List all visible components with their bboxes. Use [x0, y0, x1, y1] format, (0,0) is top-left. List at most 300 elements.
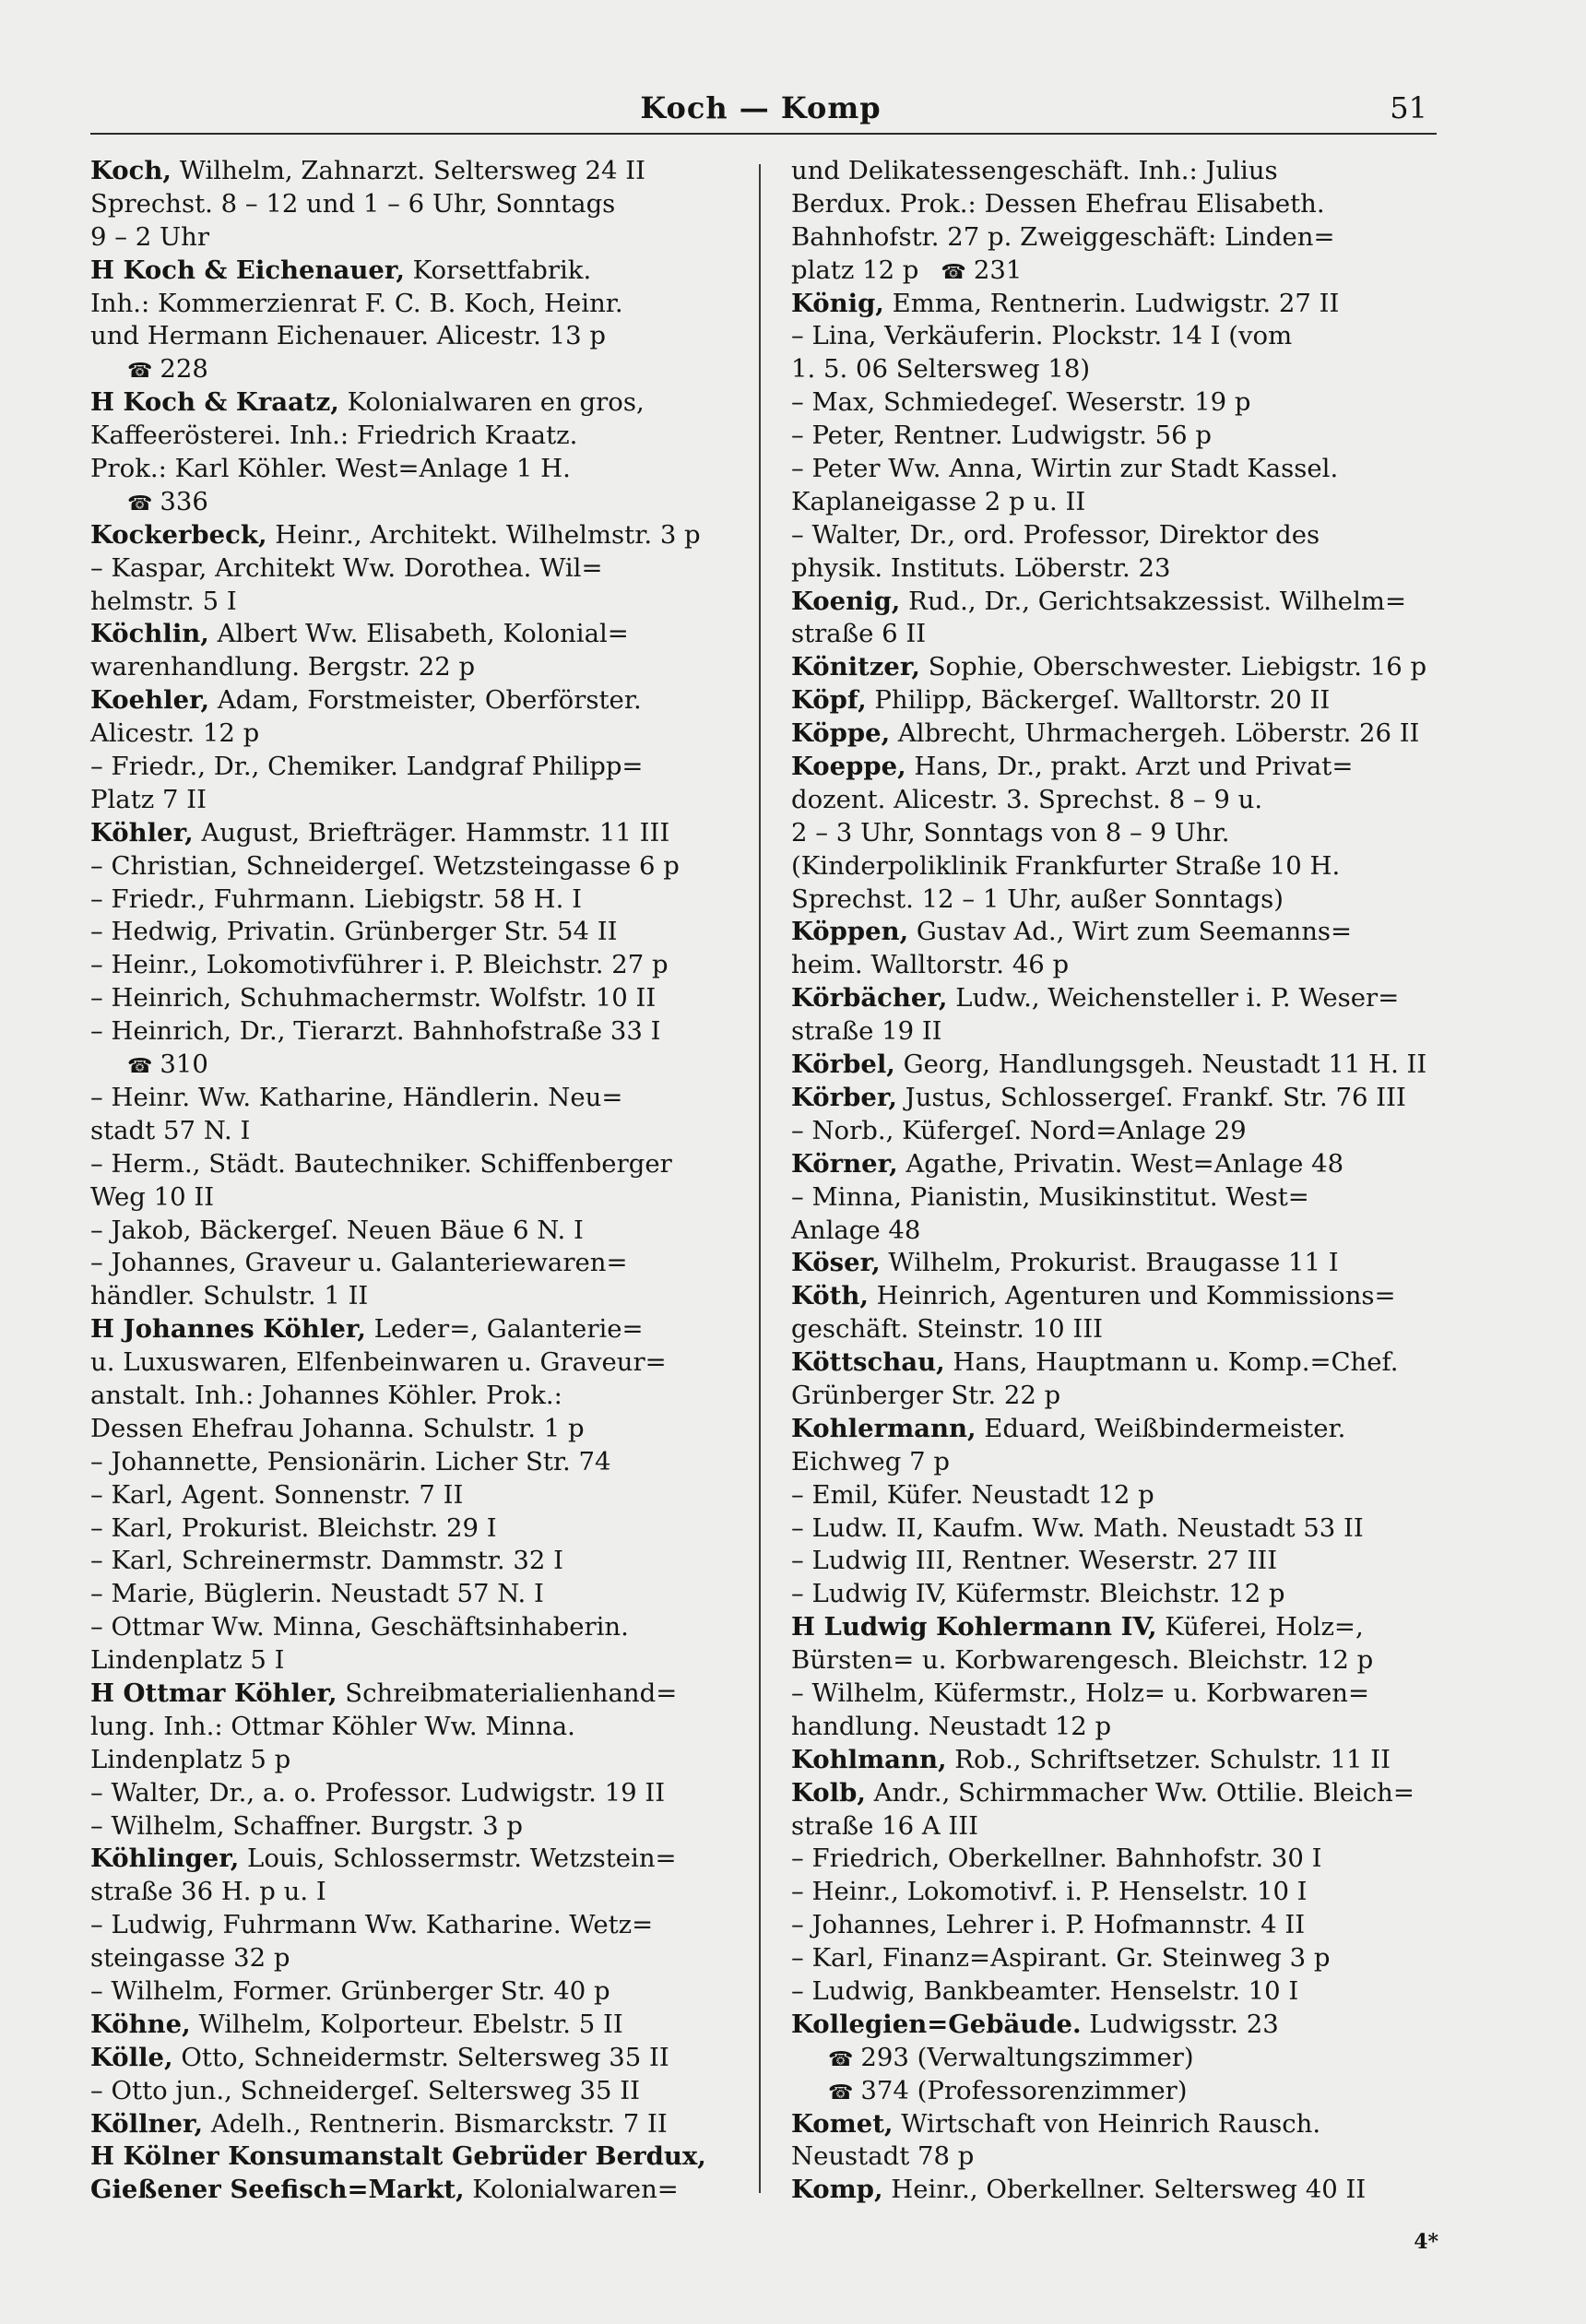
entry-text: und Delikatessengeschäft. Inh.: Julius: [791, 156, 1278, 185]
signature-mark: 4*: [1414, 2230, 1438, 2254]
entry-name: Körbächer,: [791, 983, 948, 1014]
directory-line: [791, 1215, 1437, 1248]
entry-text: Heinr., Architekt. Wilhelmstr. 3 p: [266, 519, 701, 550]
entry-text: – Friedrich, Oberkellner. Bahnhofstr. 30 I: [791, 1844, 1322, 1874]
directory-line: [791, 288, 1437, 321]
directory-line: [90, 817, 736, 850]
entry-name: Koeppe,: [791, 752, 906, 782]
entry-text: Albert Ww. Elisabeth, Kolonial=: [208, 619, 629, 649]
entry-text: Wilhelm, Prokurist. Braugasse 11 I: [880, 1248, 1339, 1278]
directory-line: [791, 353, 1437, 386]
directory-line: [791, 1181, 1437, 1215]
entry-name: Körner,: [791, 1148, 898, 1179]
directory-line: [90, 1744, 736, 1777]
entry-text: Agathe, Privatin. West=Anlage 48: [897, 1148, 1344, 1179]
entry-text: Lindenplatz 5 I: [90, 1645, 285, 1676]
directory-line: [791, 221, 1437, 255]
directory-line: [90, 552, 736, 586]
entry-name: Köppe,: [791, 718, 891, 749]
entry-text: Schreibmaterialienhand=: [337, 1678, 678, 1708]
directory-line: [90, 2009, 736, 2042]
entry-text: – Heinr. Ww. Katharine, Händlerin. Neu=: [90, 1082, 623, 1112]
directory-line: [791, 2075, 1437, 2108]
entry-name: Köttschau,: [791, 1347, 945, 1378]
entry-text: – Heinr., Lokomotivführer i. P. Bleichstr. 27 p: [90, 950, 669, 980]
entry-text: platz 12 p: [791, 255, 919, 285]
directory-line: [791, 188, 1437, 221]
entry-name: Koch,: [90, 156, 172, 185]
entry-text: Hans, Dr., prakt. Arzt und Privat=: [905, 752, 1354, 782]
directory-line: [90, 1644, 736, 1678]
entry-text: Adelh., Rentnerin. Bismarckstr. 7 II: [203, 2108, 668, 2139]
entry-name: H Kölner Konsumanstalt Gebrüder Berdux,: [90, 2141, 706, 2172]
directory-line: [90, 353, 736, 386]
directory-line: [791, 586, 1437, 619]
entry-text: (Verwaltungszimmer): [908, 2042, 1194, 2072]
entry-name: H Koch & Eichenauer,: [90, 255, 405, 285]
entry-name: Körber,: [791, 1082, 897, 1112]
entry-text: u. Luxuswaren, Elfenbeinwaren u. Graveur=: [90, 1347, 667, 1378]
directory-line: [791, 1611, 1437, 1644]
entry-text: Andr., Schirmmacher Ww. Ottilie. Bleich=: [865, 1777, 1414, 1808]
entry-text: Louis, Schlossermstr. Wetzstein=: [239, 1844, 677, 1874]
directory-line: [90, 1015, 736, 1049]
directory-line: [791, 883, 1437, 917]
entry-text: handlung. Neustadt 12 p: [791, 1711, 1112, 1741]
directory-line: [791, 486, 1437, 519]
directory-line: [90, 1512, 736, 1546]
directory-line: [791, 1115, 1437, 1148]
entry-text: Gustav Ad., Wirt zum Seemanns=: [908, 917, 1353, 947]
directory-line: [90, 2174, 736, 2207]
entry-text: – Ludw. II, Kaufm. Ww. Math. Neustadt 53 II: [791, 1512, 1364, 1543]
entry-name: Köllner,: [90, 2108, 204, 2139]
entry-name: H Ludwig Kohlermann IV,: [791, 1612, 1157, 1642]
entry-text: – Johannes, Lehrer i. P. Hofmannstr. 4 II: [791, 1910, 1306, 1940]
entry-text: – Kaspar, Architekt Ww. Dorothea. Wil=: [90, 552, 603, 583]
directory-line: [791, 320, 1437, 353]
directory-line: [791, 1346, 1437, 1380]
directory-line: [90, 1313, 736, 1346]
directory-line: [90, 2108, 736, 2141]
entry-text: 2 – 3 Uhr, Sonntags von 8 – 9 Uhr.: [791, 817, 1230, 848]
directory-line: [90, 916, 736, 949]
directory-line: [90, 684, 736, 717]
entry-text: Emma, Rentnerin. Ludwigstr. 27 II: [883, 288, 1340, 318]
entry-text: – Norb., Küfergeſ. Nord=Anlage 29: [791, 1115, 1247, 1145]
directory-line: [791, 2140, 1437, 2174]
directory-line: [90, 1942, 736, 1975]
entry-name: Kolb,: [791, 1777, 866, 1808]
directory-line: [90, 1346, 736, 1380]
telephone-number: 310: [160, 1049, 208, 1080]
entry-text: und Hermann Eichenauer. Alicestr. 13 p: [90, 321, 606, 351]
directory-line: [791, 1082, 1437, 1115]
entry-text: – Herm., Städt. Bautechniker. Schiffenberger: [90, 1148, 672, 1179]
directory-line: [791, 1644, 1437, 1678]
entry-name: Gießener Seefisch=Markt,: [90, 2175, 465, 2205]
entry-text: – Jakob, Bäckergeſ. Neuen Bäue 6 N. I: [90, 1215, 584, 1245]
directory-line: [90, 255, 736, 288]
entry-text: steingasse 32 p: [90, 1943, 290, 1974]
directory-line: [791, 1049, 1437, 1082]
directory-line: [791, 1413, 1437, 1446]
entry-name: Kohlmann,: [791, 1744, 947, 1774]
directory-line: [791, 1777, 1437, 1810]
entry-name: Köppen,: [791, 917, 909, 947]
entry-text: – Walter, Dr., ord. Professor, Direktor des: [791, 519, 1320, 550]
entry-text: – Karl, Agent. Sonnenstr. 7 II: [90, 1479, 464, 1510]
entry-text: Neustadt 78 p: [791, 2141, 975, 2172]
directory-line: [90, 1413, 736, 1446]
directory-line: [90, 1611, 736, 1644]
directory-line: [791, 982, 1437, 1015]
entry-text: Sprechst. 8 – 12 und 1 – 6 Uhr, Sonntags: [90, 188, 616, 219]
directory-line: [90, 386, 736, 420]
entry-text: Leder=, Galanterie=: [365, 1314, 644, 1345]
directory-line: [90, 155, 736, 188]
directory-line: [791, 519, 1437, 552]
directory-line: [90, 1247, 736, 1280]
entry-name: Komp,: [791, 2175, 883, 2205]
directory-line: [791, 717, 1437, 751]
directory-line: [90, 586, 736, 619]
entry-text: Grünberger Str. 22 p: [791, 1380, 1061, 1410]
entry-text: – Friedr., Fuhrmann. Liebigstr. 58 H. I: [90, 883, 582, 914]
entry-text: – Heinrich, Dr., Tierarzt. Bahnhofstraße 33 I: [90, 1016, 661, 1047]
telephone-icon: ☎: [941, 260, 966, 284]
entry-text: Georg, Handlungsgeh. Neustadt 11 H. II: [894, 1049, 1427, 1080]
entry-text: – Heinr., Lokomotivf. i. P. Henselstr. 10 I: [791, 1877, 1308, 1907]
directory-line: [90, 1082, 736, 1115]
directory-line: [90, 2075, 736, 2108]
directory-line: [791, 255, 1437, 288]
entry-name: Koenig,: [791, 586, 901, 616]
entry-name: Köhlinger,: [90, 1844, 240, 1874]
entry-text: – Christian, Schneidergeſ. Wetzsteingasse 6 p: [90, 850, 680, 881]
entry-text: – Wilhelm, Former. Grünberger Str. 40 p: [90, 1975, 610, 2006]
directory-line: [791, 1942, 1437, 1975]
entry-text: – Wilhelm, Küfermstr., Holz= u. Korbwaren=: [791, 1678, 1370, 1708]
directory-line: [791, 1313, 1437, 1346]
entry-text: straße 6 II: [791, 619, 927, 649]
entry-name: H Ottmar Köhler,: [90, 1678, 337, 1708]
directory-line: [90, 420, 736, 453]
entry-text: Philipp, Bäckergeſ. Walltorstr. 20 II: [866, 685, 1331, 716]
directory-line: [791, 850, 1437, 883]
directory-line: [791, 1247, 1437, 1280]
directory-line: [90, 1049, 736, 1082]
directory-line: [90, 1380, 736, 1413]
directory-line: [90, 982, 736, 1015]
entry-text: – Ottmar Ww. Minna, Geschäftsinhaberin.: [90, 1612, 629, 1642]
directory-line: [791, 916, 1437, 949]
entry-text: Prok.: Karl Köhler. West=Anlage 1 H.: [90, 454, 571, 484]
entry-text: Dessen Ehefrau Johanna. Schulstr. 1 p: [90, 1413, 585, 1443]
entry-name: Körbel,: [791, 1049, 895, 1080]
entry-text: August, Briefträger. Hammstr. 11 III: [193, 817, 670, 848]
directory-line: [90, 1578, 736, 1611]
entry-text: Wirtschaft von Heinrich Rausch.: [893, 2108, 1321, 2139]
entry-text: Heinr., Oberkellner. Seltersweg 40 II: [882, 2175, 1367, 2205]
directory-line: [90, 453, 736, 486]
entry-text: – Minna, Pianistin, Musikinstitut. West=: [791, 1181, 1309, 1212]
entry-text: Sprechst. 12 – 1 Uhr, außer Sonntags): [791, 883, 1284, 914]
entry-text: Wilhelm, Kolporteur. Ebelstr. 5 II: [190, 2009, 623, 2039]
entry-text: – Ludwig III, Rentner. Weserstr. 27 III: [791, 1546, 1278, 1576]
directory-line: [791, 1380, 1437, 1413]
entry-text: – Karl, Prokurist. Bleichstr. 29 I: [90, 1512, 497, 1543]
entry-text: Lindenplatz 5 p: [90, 1744, 291, 1774]
directory-line: [791, 1545, 1437, 1578]
entry-name: Kollegien=Gebäude.: [791, 2009, 1082, 2039]
directory-line: [90, 949, 736, 982]
directory-line: [90, 486, 736, 519]
directory-line: [90, 1678, 736, 1711]
entry-text: Rud., Dr., Gerichtsakzessist. Wilhelm=: [900, 586, 1406, 616]
entry-text: Ludw., Weichensteller i. P. Weser=: [947, 983, 1400, 1014]
directory-line: [791, 751, 1437, 784]
directory-line: [90, 519, 736, 552]
entry-text: händler. Schulstr. 1 II: [90, 1281, 369, 1311]
directory-line: [791, 817, 1437, 850]
directory-line: [791, 1148, 1437, 1181]
directory-line: [90, 618, 736, 651]
entry-text: Bürsten= u. Korbwarengesch. Bleichstr. 12 p: [791, 1645, 1374, 1676]
telephone-icon: ☎: [127, 1055, 153, 1079]
directory-line: [791, 1678, 1437, 1711]
telephone-number: 336: [160, 486, 208, 516]
directory-line: [791, 651, 1437, 684]
entry-name: Könitzer,: [791, 652, 920, 682]
entry-text: – Otto jun., Schneidergeſ. Seltersweg 35 II: [90, 2075, 641, 2105]
entry-text: – Ludwig, Bankbeamter. Henselstr. 10 I: [791, 1975, 1299, 2006]
entry-text: Rob., Schriftsetzer. Schulstr. 11 II: [946, 1744, 1391, 1774]
entry-name: H Johannes Köhler,: [90, 1314, 366, 1345]
entry-text: straße 16 A III: [791, 1810, 979, 1841]
running-head: Koch — Komp: [640, 90, 882, 125]
entry-text: Platz 7 II: [90, 784, 207, 814]
telephone-icon: ☎: [828, 2081, 854, 2105]
directory-line: [791, 2009, 1437, 2042]
telephone-number: 231: [973, 255, 1023, 285]
telephone-icon: ☎: [127, 360, 153, 384]
entry-text: Kaffeerösterei. Inh.: Friedrich Kraatz.: [90, 421, 578, 451]
entry-text: Berdux. Prok.: Dessen Ehefrau Elisabeth.: [791, 188, 1325, 219]
entry-text: Wilhelm, Zahnarzt. Seltersweg 24 II: [171, 156, 646, 185]
directory-line: [90, 1810, 736, 1844]
entry-text: Ludwigsstr. 23: [1081, 2009, 1279, 2039]
entry-text: Kolonialwaren en gros,: [338, 387, 645, 418]
entry-text: physik. Instituts. Löberstr. 23: [791, 552, 1171, 583]
directory-line: [90, 784, 736, 817]
directory-line: [90, 1876, 736, 1909]
directory-line: [90, 850, 736, 883]
directory-line: [90, 221, 736, 255]
entry-text: Bahnhofstr. 27 p. Zweiggeschäft: Linden=: [791, 221, 1335, 252]
entry-text: dozent. Alicestr. 3. Sprechst. 8 – 9 u.: [791, 784, 1263, 814]
directory-line: [791, 155, 1437, 188]
entry-text: – Hedwig, Privatin. Grünberger Str. 54 II: [90, 917, 618, 947]
entry-text: – Emil, Küfer. Neustadt 12 p: [791, 1479, 1154, 1510]
entry-text: – Johannes, Graveur u. Galanteriewaren=: [90, 1248, 628, 1278]
entry-text: Küferei, Holz=,: [1156, 1612, 1364, 1642]
entry-text: – Peter, Rentner. Ludwigstr. 56 p: [791, 421, 1212, 451]
directory-line: [791, 453, 1437, 486]
directory-line: [791, 1512, 1437, 1546]
directory-line: [791, 1578, 1437, 1611]
directory-line: [791, 1446, 1437, 1479]
entry-text: Eichweg 7 p: [791, 1446, 950, 1476]
directory-line: [791, 552, 1437, 586]
directory-line: [791, 784, 1437, 817]
directory-line: [90, 1711, 736, 1744]
directory-line: [791, 1744, 1437, 1777]
entry-text: stadt 57 N. I: [90, 1115, 251, 1145]
directory-line: [90, 717, 736, 751]
entry-name: Kölle,: [90, 2042, 173, 2072]
telephone-number: 293: [860, 2042, 909, 2072]
directory-line: [90, 188, 736, 221]
entry-name: Kockerbeck,: [90, 519, 267, 550]
entry-text: – Wilhelm, Schaffner. Burgstr. 3 p: [90, 1810, 523, 1841]
entry-text: warenhandlung. Bergstr. 22 p: [90, 652, 476, 682]
page-header: [83, 81, 1438, 133]
telephone-icon: ☎: [828, 2047, 854, 2071]
directory-line: [90, 1909, 736, 1942]
directory-line: [791, 2174, 1437, 2207]
directory-line: [791, 1909, 1437, 1942]
directory-line: [90, 2042, 736, 2075]
entry-text: Weg 10 II: [90, 1181, 215, 1212]
directory-line: [791, 1280, 1437, 1313]
directory-line: [791, 1843, 1437, 1876]
left-column: [90, 155, 736, 2207]
column-divider: [759, 164, 761, 2193]
entry-name: Komet,: [791, 2108, 894, 2139]
entry-text: Adam, Forstmeister, Oberförster.: [209, 685, 642, 716]
directory-line: [90, 1280, 736, 1313]
directory-line: [791, 420, 1437, 453]
entry-name: H Koch & Kraatz,: [90, 387, 339, 418]
entry-text: straße 36 H. p u. I: [90, 1877, 326, 1907]
entry-name: Köser,: [791, 1248, 881, 1278]
entry-text: Kaplaneigasse 2 p u. II: [791, 486, 1086, 516]
entry-text: geschäft. Steinstr. 10 III: [791, 1314, 1103, 1345]
entry-name: Koehler,: [90, 685, 210, 716]
right-column: [791, 155, 1437, 2207]
directory-line: [791, 1975, 1437, 2009]
entry-name: Köhler,: [90, 817, 194, 848]
entry-text: Heinrich, Agenturen und Kommissions=: [868, 1281, 1396, 1311]
entry-text: – Johannette, Pensionärin. Licher Str. 74: [90, 1446, 611, 1476]
telephone-icon: ☎: [127, 492, 153, 516]
entry-text: – Max, Schmiedegeſ. Weserstr. 19 p: [791, 387, 1251, 418]
directory-line: [90, 2140, 736, 2174]
directory-line: [90, 1215, 736, 1248]
entry-text: helmstr. 5 I: [90, 586, 237, 616]
entry-text: Justus, Schlossergeſ. Frankf. Str. 76 III: [896, 1082, 1406, 1112]
directory-line: [90, 320, 736, 353]
entry-text: Eduard, Weißbindermeister.: [976, 1413, 1346, 1443]
directory-line: [791, 1810, 1437, 1844]
entry-text: – Ludwig IV, Küfermstr. Bleichstr. 12 p: [791, 1579, 1285, 1609]
telephone-number: 374: [860, 2075, 909, 2105]
directory-line: [791, 1711, 1437, 1744]
entry-text: – Karl, Finanz=Aspirant. Gr. Steinweg 3 p: [791, 1943, 1331, 1974]
directory-line: [791, 949, 1437, 982]
entry-text: (Kinderpoliklinik Frankfurter Straße 10 H.: [791, 850, 1341, 881]
directory-line: [791, 684, 1437, 717]
entry-text: Kolonialwaren=: [464, 2175, 679, 2205]
entry-text: Alicestr. 12 p: [90, 718, 260, 749]
directory-line: [90, 288, 736, 321]
directory-line: [90, 1843, 736, 1876]
entry-text: lung. Inh.: Ottmar Köhler Ww. Minna.: [90, 1711, 575, 1741]
entry-text: Otto, Schneidermstr. Seltersweg 35 II: [172, 2042, 669, 2072]
directory-line: [90, 1975, 736, 2009]
entry-name: Kohlermann,: [791, 1413, 976, 1443]
directory-line: [791, 2042, 1437, 2075]
directory-line: [90, 1115, 736, 1148]
entry-text: – Marie, Büglerin. Neustadt 57 N. I: [90, 1579, 544, 1609]
entry-text: – Heinrich, Schuhmachermstr. Wolfstr. 10 II: [90, 983, 657, 1014]
directory-line: [791, 2108, 1437, 2141]
entry-text: Albrecht, Uhrmachergeh. Löberstr. 26 II: [890, 718, 1420, 749]
directory-line: [90, 751, 736, 784]
entry-text: Sophie, Oberschwester. Liebigstr. 16 p: [919, 652, 1427, 682]
entry-text: – Friedr., Dr., Chemiker. Landgraf Philipp=: [90, 752, 644, 782]
entry-text: – Lina, Verkäuferin. Plockstr. 14 I (vom: [791, 321, 1293, 351]
entry-text: – Walter, Dr., a. o. Professor. Ludwigstr. 19 II: [90, 1777, 666, 1808]
telephone-number: 228: [160, 354, 208, 385]
entry-text: Anlage 48: [791, 1215, 921, 1245]
entry-name: Köpf,: [791, 685, 867, 716]
entry-name: König,: [791, 288, 884, 318]
directory-line: [791, 1015, 1437, 1049]
directory-line: [90, 651, 736, 684]
directory-line: [791, 618, 1437, 651]
entry-name: Köth,: [791, 1281, 869, 1311]
entry-text: Korsettfabrik.: [404, 255, 592, 285]
directory-line: [90, 883, 736, 917]
directory-line: [791, 1876, 1437, 1909]
entry-text: 9 – 2 Uhr: [90, 221, 210, 252]
directory-line: [90, 1545, 736, 1578]
header-rule: [90, 133, 1437, 135]
entry-text: (Professorenzimmer): [908, 2075, 1188, 2105]
directory-line: [791, 1479, 1437, 1512]
entry-text: Hans, Hauptmann u. Komp.=Chef.: [944, 1347, 1399, 1378]
directory-line: [791, 386, 1437, 420]
directory-line: [90, 1148, 736, 1181]
entry-text: Inh.: Kommerzienrat F. C. B. Koch, Heinr.: [90, 288, 623, 318]
page-number: 51: [1390, 90, 1427, 125]
entry-text: straße 19 II: [791, 1016, 942, 1047]
directory-line: [90, 1479, 736, 1512]
directory-line: [90, 1777, 736, 1810]
entry-text: heim. Walltorstr. 46 p: [791, 950, 1070, 980]
entry-text: – Karl, Schreinermstr. Dammstr. 32 I: [90, 1546, 563, 1576]
entry-name: Köhne,: [90, 2009, 191, 2039]
directory-line: [90, 1181, 736, 1215]
entry-name: Köchlin,: [90, 619, 209, 649]
directory-line: [90, 1446, 736, 1479]
entry-text: anstalt. Inh.: Johannes Köhler. Prok.:: [90, 1380, 562, 1410]
entry-text: 1. 5. 06 Seltersweg 18): [791, 354, 1091, 385]
entry-text: – Ludwig, Fuhrmann Ww. Katharine. Wetz=: [90, 1910, 654, 1940]
entry-text: – Peter Ww. Anna, Wirtin zur Stadt Kassel.: [791, 454, 1339, 484]
